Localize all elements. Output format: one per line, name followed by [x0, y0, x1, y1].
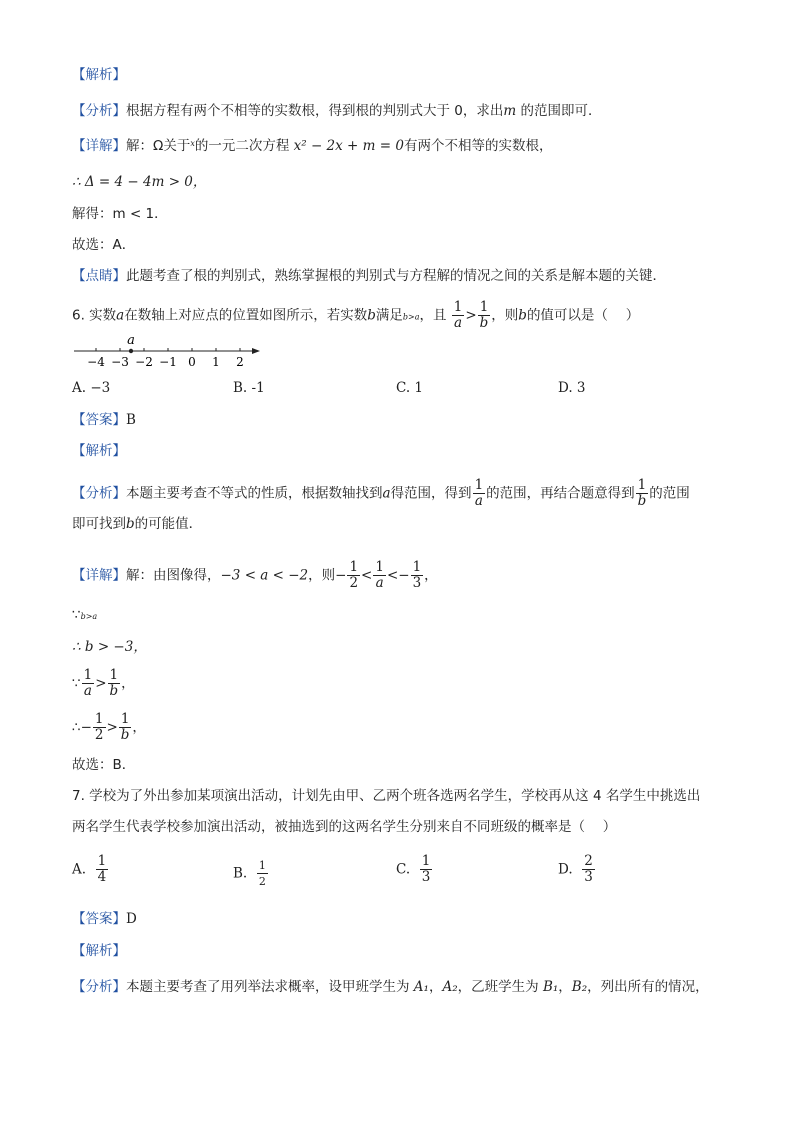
var-a: a [382, 485, 391, 502]
var-b: b [367, 307, 376, 324]
q7-analysis-b: ，乙班学生为 [457, 979, 543, 995]
frac-1-over-a: $\frac{1}{a}$ [453, 299, 463, 331]
q5-solve: 解得：m < 1． [72, 206, 168, 222]
tick-label: −1 [159, 355, 177, 369]
q7-analysis-c: ，列出所有的情况， [587, 979, 709, 995]
q6-detail: 【详解】解：由图像得，−3 < a < −2，则− $\frac{1}{2}$ < $\frac{1}{a}$ <− $\frac{1}{3}$ ， [72, 559, 438, 591]
analysis-heading: 【解析】 [72, 443, 126, 459]
tick-label: 0 [188, 355, 196, 369]
point-a-label: a [127, 333, 135, 348]
because-glyph: Ω [153, 138, 164, 154]
q7-option-b: B. $\frac{1}{2}$ [233, 859, 266, 888]
frac-1-over-b: $\frac{1}{b}$ [637, 477, 647, 509]
q6-option-b: B. -1 [233, 380, 265, 396]
because-symbol: ∵ [72, 675, 81, 692]
q5-detail-a: 解： [126, 138, 153, 154]
q6-detail-b: ，则 [308, 567, 336, 584]
q6-stem-d: ，且 [419, 307, 447, 324]
var-b1: B₁ [542, 979, 559, 995]
frac-1-over-a: $\frac{1}{a}$ [375, 559, 384, 591]
q6-stem-c: 满足 [375, 307, 403, 324]
q6-stem-e: ，则 [491, 307, 519, 324]
frac-2-over-3: $\frac{2}{3}$ [584, 853, 593, 885]
q6-condition: b>a [402, 312, 420, 322]
because-symbol: ∵ [72, 607, 81, 623]
answer-tag: 【答案】 [72, 911, 126, 927]
q7-option-d: D. $\frac{2}{3}$ [558, 853, 593, 885]
frac-1-over-b: $\frac{1}{b}$ [120, 711, 130, 743]
q5-key-point-text: 此题考查了根的判别式，熟练掌握根的判别式与方程解的情况之间的关系是解本题的关键． [126, 268, 666, 284]
q6-analysis-d: 的范围 [649, 485, 690, 502]
q6-stem-a: 6. 实数 [72, 307, 117, 324]
q5-key-point [72, 267, 666, 285]
frac-1-over-2: $\frac{1}{2}$ [258, 859, 266, 888]
q5-discriminant: ∴ Δ = 4 − 4m > 0， [72, 174, 207, 190]
tick-label: −4 [87, 355, 105, 369]
q6-stem-f: 的值可以是（ ） [526, 307, 640, 324]
analysis-heading: 【解析】 [72, 943, 126, 959]
q7-stem-line2: 两名学生代表学校参加演出活动，被抽选到的这两名学生分别来自不同班级的概率是（ ） [72, 819, 617, 835]
point-a [129, 349, 133, 353]
q5-detail-d: 有两个不相等的实数根， [403, 138, 553, 154]
therefore-symbol: ∴ [72, 719, 81, 736]
q7-analysis: 【分析】本题主要考查了用列举法求概率，设甲班学生为 A₁，A₂，乙班学生为 B₁，B₂，列出所有的情况， [72, 979, 709, 995]
q5-detail [72, 135, 552, 155]
frac-1-over-a: $\frac{1}{a}$ [83, 667, 93, 699]
frac-1-over-3: $\frac{1}{3}$ [412, 559, 422, 591]
q6-analysis-c: 的范围，再结合题意得到 [486, 485, 635, 502]
q6-detail-c: ， [424, 567, 438, 584]
var-a1: A₁ [413, 979, 429, 995]
frac-1-over-b: $\frac{1}{b}$ [479, 299, 489, 331]
q5-analysis-text-a: 根据方程有两个不相等的实数根，得到根的判别式大于 0，求出 [126, 103, 504, 119]
analysis-tag: 【分析】 [72, 979, 126, 995]
q5-choose: 故选：A． [72, 237, 136, 253]
q6-range: −3 < a < −2 [220, 567, 309, 584]
var-a2: A₂ [442, 979, 458, 995]
var-b: b [518, 307, 527, 324]
q5-detail-c: 的一元二次方程 [194, 138, 294, 154]
q6-analysis-b: 得范围，得到 [390, 485, 472, 502]
q6-therefore-line2: ∴− $\frac{1}{2}$ > $\frac{1}{b}$ ， [72, 711, 146, 743]
q6-option-d: D. 3 [558, 380, 586, 396]
var-a: a [116, 307, 125, 324]
frac-1-over-2: $\frac{1}{2}$ [349, 559, 359, 591]
q6-choose: 故选：B． [72, 757, 136, 773]
q6-analysis-line2 [72, 515, 202, 533]
detail-tag: 【详解】 [72, 138, 126, 154]
number-line-figure [72, 332, 264, 372]
q6-analysis-a: 本题主要考查不等式的性质，根据数轴找到 [126, 485, 383, 502]
frac-1-over-a: $\frac{1}{a}$ [474, 477, 484, 509]
q6-answer [72, 411, 136, 429]
q6-option-c: C. 1 [396, 380, 424, 396]
q5-analysis [72, 102, 602, 120]
q7-answer [72, 910, 137, 928]
frac-1-over-2: $\frac{1}{2}$ [94, 711, 104, 743]
q6-since-cond: b>a [80, 612, 98, 621]
var-b2: B₂ [571, 979, 588, 995]
q6-detail-a: 解：由图像得， [126, 567, 221, 584]
q5-analysis-text-b: 的范围即可． [516, 103, 602, 119]
tick-label: −2 [135, 355, 153, 369]
q6-stem-b: 在数轴上对应点的位置如图所示，若实数 [124, 307, 368, 324]
q6-analysis-f: 的可能值． [134, 516, 203, 532]
q6-analysis [72, 478, 690, 509]
analysis-tag: 【分析】 [72, 485, 126, 502]
var-x: x [190, 139, 195, 148]
q6-option-a: A. −3 [72, 380, 111, 396]
var-m: m [503, 103, 517, 119]
q7-option-c: C. $\frac{1}{3}$ [396, 853, 431, 885]
q6-since-line2: ∵ $\frac{1}{a}$ > $\frac{1}{b}$ ， [72, 667, 135, 699]
tick-label: 1 [212, 355, 220, 369]
key-point-tag: 【点睛】 [72, 268, 126, 284]
q6-then-line: ∴ b > −3， [72, 639, 147, 655]
tick-label: −3 [111, 355, 129, 369]
q7-option-a: A. $\frac{1}{4}$ [72, 853, 107, 885]
frac-1-over-3: $\frac{1}{3}$ [421, 853, 431, 885]
var-b: b [126, 516, 135, 532]
q5-equation: x² − 2x + m = 0 [293, 138, 404, 154]
number-line-arrow [252, 348, 260, 354]
frac-1-over-4: $\frac{1}{4}$ [97, 853, 107, 885]
frac-1-over-b: $\frac{1}{b}$ [109, 667, 119, 699]
analysis-heading: 【解析】 [72, 67, 126, 83]
answer-tag: 【答案】 [72, 412, 126, 428]
q6-stem: 6. 实数a在数轴上对应点的位置如图所示，若实数b满足b>a，且 $\frac{1}{a}$ > $\frac{1}{b}$ ，则b的值可以是（ ） [72, 299, 640, 331]
analysis-tag: 【分析】 [72, 103, 126, 119]
q7-analysis-a: 本题主要考查了用列举法求概率，设甲班学生为 [126, 979, 414, 995]
q7-answer-value: D [126, 911, 137, 927]
q6-answer-value: B [126, 412, 136, 428]
q6-analysis-e: 即可找到 [72, 516, 126, 532]
detail-tag: 【详解】 [72, 567, 126, 584]
tick-label: 2 [236, 355, 244, 369]
q6-since-line [72, 606, 97, 626]
q7-stem-line1: 7. 学校为了外出参加某项演出活动，计划先由甲、乙两个班各选两名学生，学校再从这 4 名学生中挑选出 [72, 788, 701, 804]
q5-detail-b: 关于 [163, 138, 191, 154]
